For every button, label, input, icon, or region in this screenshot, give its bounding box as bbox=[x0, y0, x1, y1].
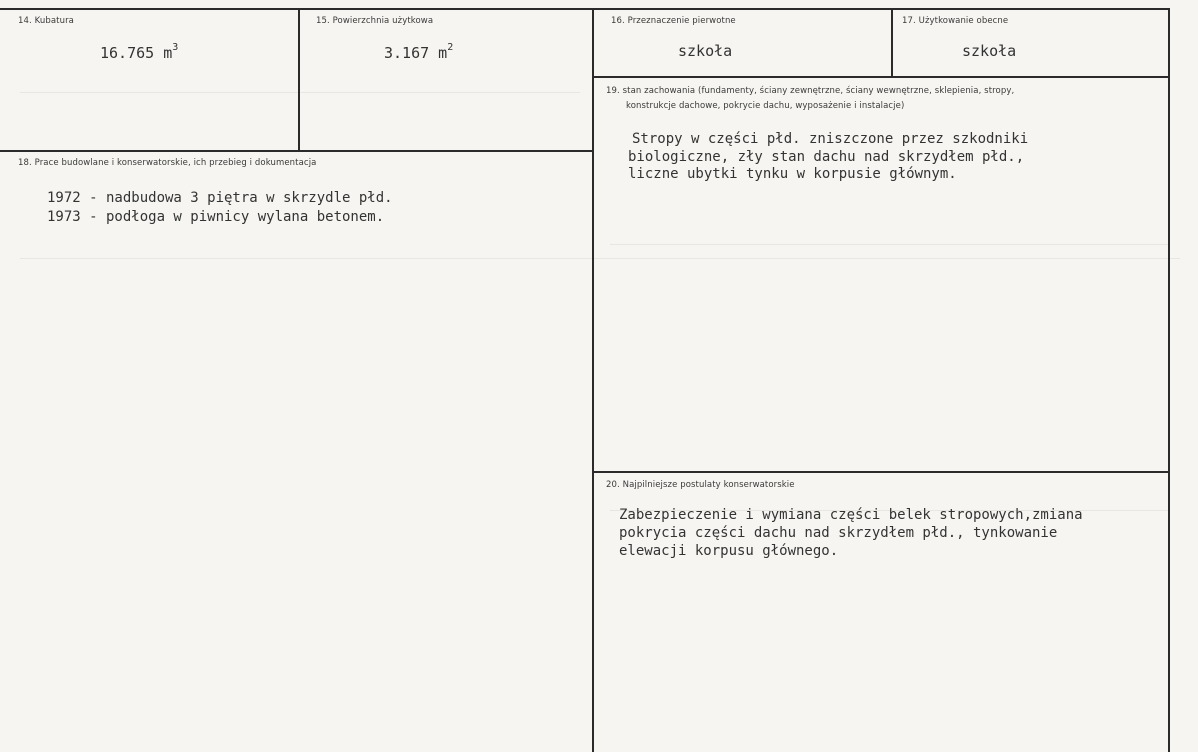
stan-label-line-1: 19. stan zachowania (fundamenty, ściany zewnętrzne, ściany wewnętrzne, sklepienia, stropy, bbox=[606, 86, 1015, 96]
przeznaczenie-value: szkoła bbox=[678, 42, 733, 60]
powierzchnia-label: 15. Powierzchnia użytkowa bbox=[316, 16, 434, 26]
powierzchnia-unit-sup: 2 bbox=[447, 42, 454, 53]
uzytkowanie-label: 17. Użytkowanie obecne bbox=[902, 16, 1009, 26]
postulaty-line-2: pokrycia części dachu nad skrzydłem płd., tynkowanie bbox=[619, 525, 1058, 541]
row-divider-20 bbox=[592, 471, 1170, 473]
postulaty-label: 20. Najpilniejsze postulaty konserwatorskie bbox=[606, 480, 795, 490]
kubatura-value bbox=[100, 44, 178, 62]
uzytkowanie-value: szkoła bbox=[962, 42, 1017, 60]
bleed-line bbox=[610, 244, 1170, 245]
row-divider-16 bbox=[592, 76, 1170, 78]
stan-line-2: biologiczne, zły stan dachu nad skrzydłem płd., bbox=[628, 149, 1025, 165]
right-border bbox=[1168, 8, 1170, 752]
postulaty-line-3: elewacji korpusu głównego. bbox=[619, 543, 839, 559]
prace-label: 18. Prace budowlane i konserwatorskie, ich przebieg i dokumentacja bbox=[18, 158, 317, 168]
powierzchnia-number: 3.167 m bbox=[384, 44, 448, 62]
postulaty-line-1: Zabezpieczenie i wymiana części belek stropowych,zmiana bbox=[619, 507, 1083, 523]
stan-line-3: liczne ubytki tynku w korpusie głównym. bbox=[628, 166, 957, 182]
bleed-line bbox=[20, 92, 580, 93]
przeznaczenie-label: 16. Przeznaczenie pierwotne bbox=[611, 16, 736, 26]
center-divider bbox=[592, 8, 594, 752]
row-divider-18 bbox=[0, 150, 594, 152]
top-border bbox=[0, 8, 1170, 10]
divider-16-17 bbox=[891, 8, 893, 76]
kubatura-number: 16.765 m bbox=[100, 44, 173, 62]
stan-line-1: Stropy w części płd. zniszczone przez szkodniki bbox=[632, 131, 1029, 147]
stan-label-line-2: konstrukcje dachowe, pokrycie dachu, wyposażenie i instalacje) bbox=[626, 101, 905, 111]
kubatura-label: 14. Kubatura bbox=[18, 16, 74, 26]
divider-14-15 bbox=[298, 8, 300, 150]
kubatura-unit-sup: 3 bbox=[172, 42, 179, 53]
prace-line-2: 1973 - podłoga w piwnicy wylana betonem. bbox=[47, 209, 385, 225]
prace-line-1: 1972 - nadbudowa 3 piętra w skrzydle płd. bbox=[47, 190, 393, 206]
bleed-line bbox=[20, 258, 1180, 259]
powierzchnia-value bbox=[384, 44, 453, 62]
